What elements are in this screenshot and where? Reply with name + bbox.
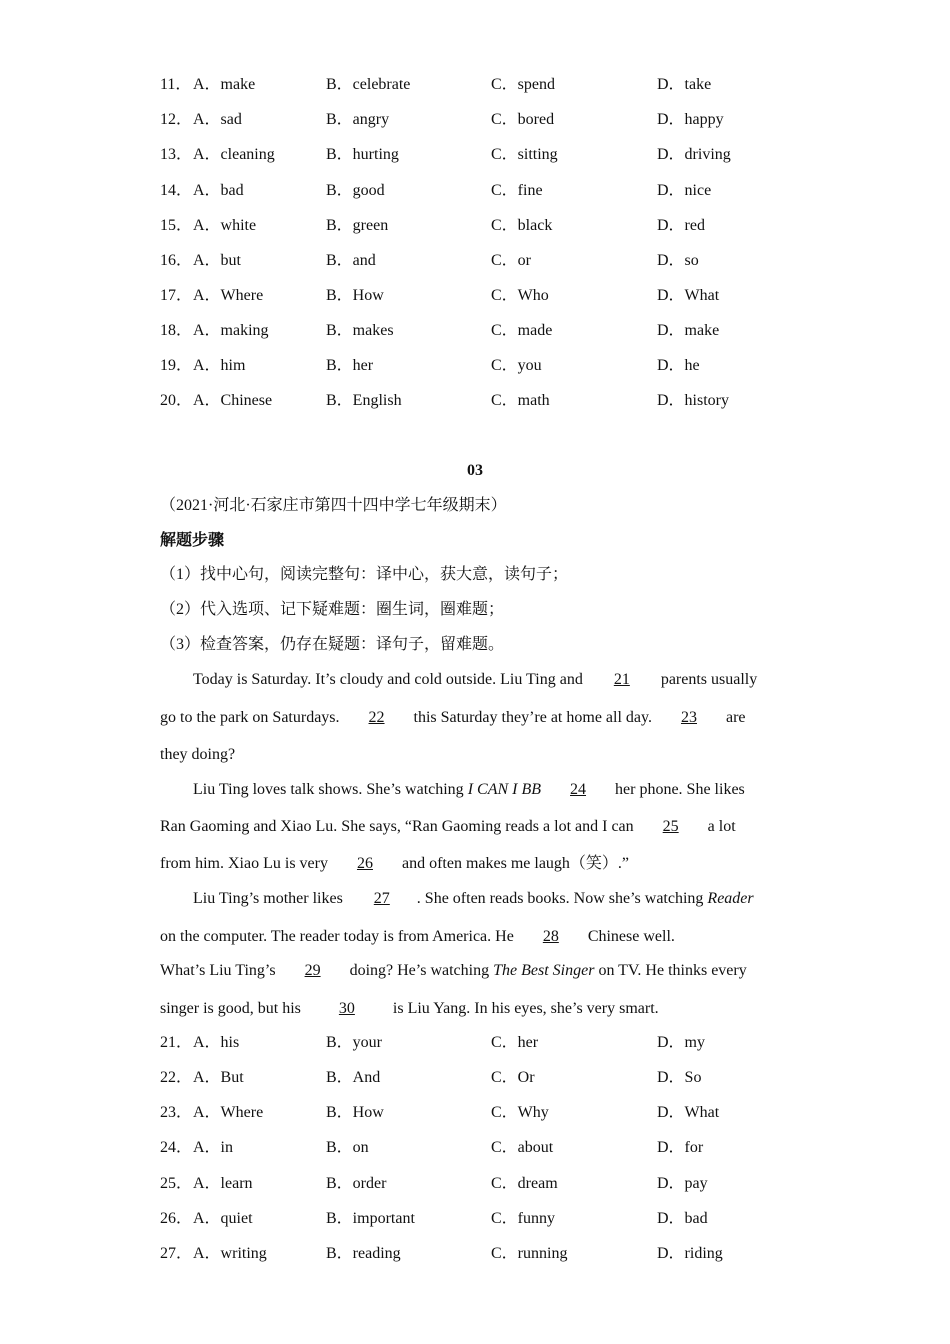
blank-28: 28 xyxy=(542,928,559,945)
option-c: C．spend xyxy=(491,76,556,93)
option-b: B．her xyxy=(326,357,374,374)
question-row-20 xyxy=(160,389,800,413)
question-number: 25． xyxy=(160,1175,193,1192)
question-number: 22． xyxy=(160,1069,193,1086)
question-number: 16． xyxy=(160,252,193,269)
option-a: A．making xyxy=(193,322,269,339)
question-row-24 xyxy=(160,1136,800,1160)
option-d: D．my xyxy=(657,1034,706,1051)
option-a: A．bad xyxy=(193,182,244,199)
blank-23: 23 xyxy=(680,709,697,726)
passage-line xyxy=(160,960,800,982)
question-number: 23． xyxy=(160,1104,193,1121)
option-d: D．What xyxy=(657,287,720,304)
question-row-17 xyxy=(160,284,800,308)
option-b: B．celebrate xyxy=(326,76,411,93)
question-row-21 xyxy=(160,1031,800,1055)
option-b: B．and xyxy=(326,252,376,269)
blank-24: 24 xyxy=(570,781,587,798)
passage-text: from him. Xiao Lu is very xyxy=(160,855,332,872)
blank-27: 27 xyxy=(373,890,390,907)
option-a: A．but xyxy=(193,252,242,269)
passage-line xyxy=(160,998,800,1020)
passage-text: go to the park on Saturdays. xyxy=(160,709,344,726)
option-d: D．So xyxy=(657,1069,702,1086)
passage-line xyxy=(193,779,833,801)
option-a: A．writing xyxy=(193,1245,267,1262)
question-row-11 xyxy=(160,73,800,97)
option-d: D．pay xyxy=(657,1175,708,1192)
show-title: Reader xyxy=(707,890,754,907)
option-c: C．Why xyxy=(491,1104,549,1121)
option-a: A．him xyxy=(193,357,246,374)
steps-title: 解题步骤 xyxy=(160,532,225,549)
question-number: 11． xyxy=(160,76,192,93)
option-a: A．sad xyxy=(193,111,242,128)
option-d: D．he xyxy=(657,357,700,374)
step-3: （3）检查答案，仍存在疑题：译句子，留难题。 xyxy=(160,636,505,653)
option-d: D．make xyxy=(657,322,720,339)
question-number: 20． xyxy=(160,392,193,409)
option-c: C．black xyxy=(491,217,553,234)
question-number: 13． xyxy=(160,146,193,163)
option-a: A．Chinese xyxy=(193,392,273,409)
passage-text: a lot xyxy=(703,818,736,835)
option-b: B．good xyxy=(326,182,385,199)
option-a: A．Where xyxy=(193,287,264,304)
option-a: A．cleaning xyxy=(193,146,275,163)
passage-text: and often makes me laugh（笑）.” xyxy=(397,855,630,872)
passage-text: What’s Liu Ting’s xyxy=(160,962,280,979)
question-number: 27． xyxy=(160,1245,193,1262)
blank-29: 29 xyxy=(304,962,321,979)
question-row-13 xyxy=(160,143,800,167)
passage-text: singer is good, but his xyxy=(160,1000,305,1017)
passage-line: they doing? xyxy=(160,746,236,763)
blank-22: 22 xyxy=(368,709,385,726)
option-d: D．happy xyxy=(657,111,724,128)
option-a: A．white xyxy=(193,217,257,234)
passage-text: on TV. He thinks every xyxy=(594,962,747,979)
blank-30: 30 xyxy=(338,1000,355,1017)
option-c: C．sitting xyxy=(491,146,558,163)
option-b: B．on xyxy=(326,1139,369,1156)
passage-text: Chinese well. xyxy=(583,928,675,945)
option-c: C．made xyxy=(491,322,553,339)
passage-text: is Liu Yang. In his eyes, she’s very smart. xyxy=(388,1000,659,1017)
option-d: D．take xyxy=(657,76,712,93)
blank-25: 25 xyxy=(662,818,679,835)
question-row-27 xyxy=(160,1242,800,1266)
option-c: C．or xyxy=(491,252,532,269)
question-row-14 xyxy=(160,179,800,203)
option-a: A．Where xyxy=(193,1104,264,1121)
option-b: B．green xyxy=(326,217,389,234)
option-c: C．you xyxy=(491,357,542,374)
option-c: C．about xyxy=(491,1139,554,1156)
option-b: B．reading xyxy=(326,1245,401,1262)
option-d: D．so xyxy=(657,252,699,269)
option-a: A．quiet xyxy=(193,1210,253,1227)
option-d: D．nice xyxy=(657,182,712,199)
passage-text: are xyxy=(721,709,746,726)
section-number: 03 xyxy=(467,462,483,479)
option-b: B．makes xyxy=(326,322,394,339)
passage-line xyxy=(193,888,833,910)
passage-text: Ran Gaoming and Xiao Lu. She says, “Ran Gaoming reads a lot and I can xyxy=(160,818,638,835)
passage-line xyxy=(160,816,800,838)
question-number: 17． xyxy=(160,287,193,304)
option-c: C．Or xyxy=(491,1069,535,1086)
option-c: C．her xyxy=(491,1034,539,1051)
passage-text: her phone. She likes xyxy=(611,781,745,798)
show-title: The Best Singer xyxy=(493,962,595,979)
question-row-22 xyxy=(160,1066,800,1090)
question-row-19 xyxy=(160,354,800,378)
passage-line xyxy=(193,669,833,691)
passage-text: on the computer. The reader today is from America. He xyxy=(160,928,518,945)
blank-26: 26 xyxy=(356,855,373,872)
option-c: C．fine xyxy=(491,182,543,199)
question-row-15 xyxy=(160,214,800,238)
option-b: B．How xyxy=(326,287,384,304)
option-d: D．driving xyxy=(657,146,731,163)
question-number: 12． xyxy=(160,111,193,128)
show-title: I CAN I BB xyxy=(467,781,542,798)
passage-line xyxy=(160,926,800,948)
option-d: D．red xyxy=(657,217,705,234)
step-1: （1）找中心句，阅读完整句：译中心，获大意，读句子； xyxy=(160,566,569,583)
option-b: B．angry xyxy=(326,111,390,128)
question-row-26 xyxy=(160,1207,800,1231)
option-b: B．And xyxy=(326,1069,381,1086)
question-number: 18． xyxy=(160,322,193,339)
option-c: C．funny xyxy=(491,1210,556,1227)
step-2: （2）代入选项、记下疑难题：圈生词，圈难题； xyxy=(160,601,505,618)
passage-text: . She often reads books. Now she’s watching xyxy=(416,890,708,907)
question-row-18 xyxy=(160,319,800,343)
passage-text: parents usually xyxy=(656,671,758,688)
option-c: C．math xyxy=(491,392,550,409)
question-number: 21． xyxy=(160,1034,193,1051)
option-b: B．your xyxy=(326,1034,383,1051)
question-row-16 xyxy=(160,249,800,273)
question-row-23 xyxy=(160,1101,800,1125)
option-b: B．English xyxy=(326,392,402,409)
question-number: 24． xyxy=(160,1139,193,1156)
passage-text: Liu Ting loves talk shows. She’s watching xyxy=(193,781,468,798)
option-d: D．What xyxy=(657,1104,720,1121)
passage-text: Liu Ting’s mother likes xyxy=(193,890,347,907)
passage-line xyxy=(160,707,800,729)
passage-text: Today is Saturday. It’s cloudy and cold outside. Liu Ting and xyxy=(193,671,587,688)
option-a: A．But xyxy=(193,1069,244,1086)
passage-text: this Saturday they’re at home all day. xyxy=(409,709,656,726)
passage-line xyxy=(160,853,800,875)
option-a: A．learn xyxy=(193,1175,253,1192)
option-c: C．bored xyxy=(491,111,555,128)
blank-21: 21 xyxy=(613,671,630,688)
option-b: B．order xyxy=(326,1175,387,1192)
question-number: 15． xyxy=(160,217,193,234)
question-number: 14． xyxy=(160,182,193,199)
option-b: B．How xyxy=(326,1104,384,1121)
source-line: （2021·河北·石家庄市第四十四中学七年级期末） xyxy=(160,497,507,514)
question-row-25 xyxy=(160,1172,800,1196)
option-c: C．dream xyxy=(491,1175,558,1192)
option-b: B．important xyxy=(326,1210,415,1227)
question-row-12 xyxy=(160,108,800,132)
option-a: A．make xyxy=(193,76,256,93)
question-number: 26． xyxy=(160,1210,193,1227)
question-number: 19． xyxy=(160,357,193,374)
option-b: B．hurting xyxy=(326,146,399,163)
passage-text: doing? He’s watching xyxy=(345,962,494,979)
option-d: D．history xyxy=(657,392,730,409)
option-a: A．in xyxy=(193,1139,234,1156)
option-a: A．his xyxy=(193,1034,240,1051)
option-d: D．bad xyxy=(657,1210,708,1227)
option-c: C．Who xyxy=(491,287,549,304)
option-d: D．riding xyxy=(657,1245,723,1262)
option-d: D．for xyxy=(657,1139,704,1156)
option-c: C．running xyxy=(491,1245,568,1262)
